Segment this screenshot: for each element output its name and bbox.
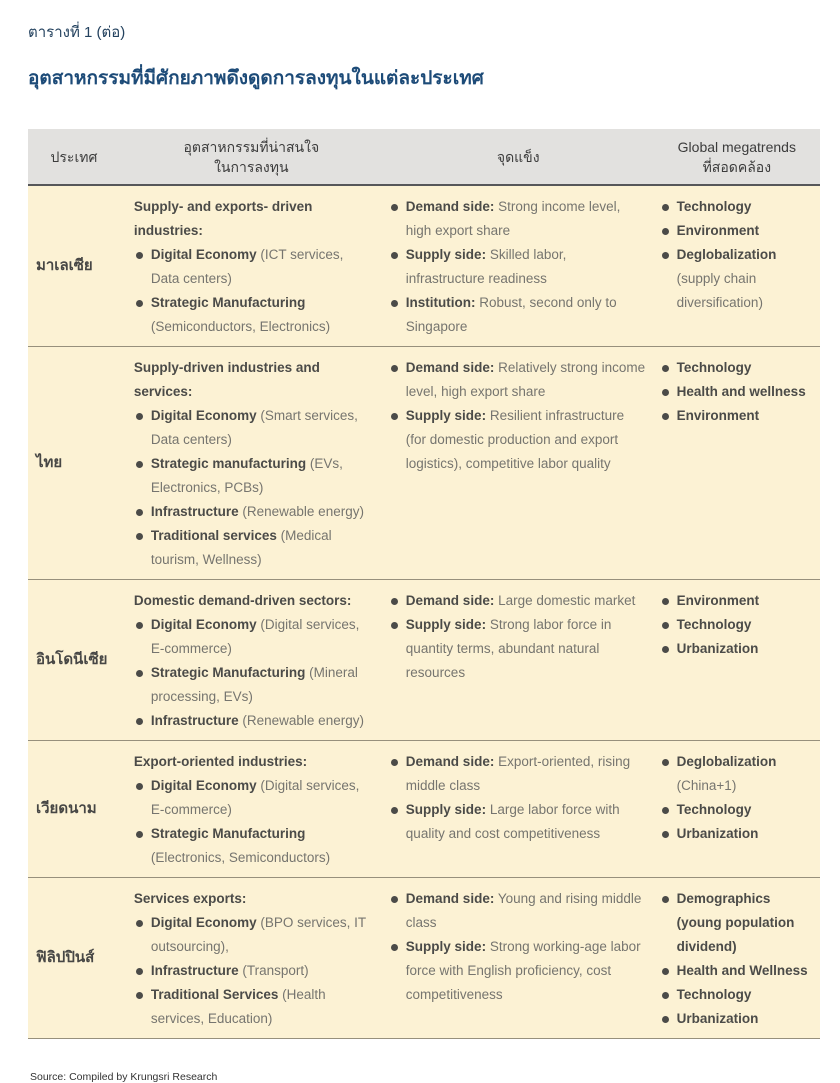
- item-label: Urbanization: [676, 1011, 759, 1026]
- list-item: [660, 637, 816, 661]
- megatrends-cell: [654, 741, 820, 877]
- industries-cell: [120, 347, 383, 579]
- item-detail: Robust, second only to Singapore: [405, 295, 617, 334]
- list-item: [389, 195, 646, 243]
- megatrends-cell: [654, 347, 820, 579]
- bullet-icon: [136, 461, 143, 468]
- list-item: [660, 589, 816, 613]
- item-label: Health and Wellness: [676, 963, 808, 978]
- table-row: [28, 741, 820, 878]
- strengths-cell: [383, 347, 654, 579]
- list-item: [389, 404, 646, 476]
- bullet-icon: [662, 968, 669, 975]
- list-item: [660, 219, 816, 243]
- list-item: [134, 774, 373, 822]
- country-name: เวียดนาม: [36, 800, 97, 817]
- list-item: [389, 589, 646, 613]
- item-detail: Skilled labor, infrastructure readiness: [405, 247, 567, 286]
- col-header-line: ในการลงทุน: [214, 158, 289, 175]
- bullet-icon: [391, 944, 398, 951]
- list-item: [660, 243, 816, 315]
- bullet-icon: [662, 598, 669, 605]
- item-detail: (Electronics, Semiconductors): [150, 850, 331, 865]
- megatrends-cell: [654, 580, 820, 740]
- item-label: Traditional services: [150, 528, 277, 543]
- table-row: [28, 580, 820, 741]
- strengths-cell: [383, 741, 654, 877]
- list-item: [134, 661, 373, 709]
- bullet-icon: [136, 252, 143, 259]
- country-name: ไทย: [36, 454, 63, 471]
- country-name: อินโดนีเซีย: [36, 651, 108, 668]
- megatrends-list: [660, 195, 816, 315]
- industries-cell: [120, 580, 383, 740]
- bullet-icon: [136, 992, 143, 999]
- strengths-list: [389, 195, 646, 339]
- industries-intro: Domestic demand-driven sectors:: [133, 593, 352, 608]
- list-item: [134, 404, 373, 452]
- item-label: Demographics (young population dividend): [676, 891, 795, 954]
- item-detail: (Semiconductors, Electronics): [150, 319, 331, 334]
- col-header-country: [28, 143, 120, 171]
- list-item: [389, 291, 646, 339]
- col-header-industries: [120, 133, 383, 181]
- bullet-icon: [136, 413, 143, 420]
- item-detail: (Medical tourism, Wellness): [150, 528, 332, 567]
- industries-intro: Export-oriented industries:: [133, 754, 308, 769]
- item-label: Technology: [676, 617, 752, 632]
- item-label: Supply side:: [405, 408, 487, 423]
- item-label: Strategic Manufacturing: [150, 665, 306, 680]
- bullet-icon: [136, 783, 143, 790]
- item-detail: (EVs, Electronics, PCBs): [150, 456, 343, 495]
- table-row: [28, 186, 820, 347]
- item-detail: Large labor force with quality and cost competitiveness: [405, 802, 620, 841]
- item-label: Urbanization: [676, 641, 759, 656]
- strengths-cell: [383, 580, 654, 740]
- item-label: Environment: [676, 223, 760, 238]
- item-detail: (Health services, Education): [150, 987, 326, 1026]
- bullet-icon: [136, 831, 143, 838]
- list-item: [134, 243, 373, 291]
- item-label: Digital Economy: [150, 247, 257, 262]
- list-item: [660, 356, 816, 380]
- item-label: Digital Economy: [150, 915, 257, 930]
- megatrends-list: [660, 887, 816, 1031]
- bullet-icon: [136, 622, 143, 629]
- table-body: [28, 186, 820, 1039]
- industries-list: [134, 243, 373, 339]
- item-label: Environment: [676, 593, 760, 608]
- item-detail: (Renewable energy): [238, 504, 364, 519]
- list-item: [389, 887, 646, 935]
- list-item: [134, 983, 373, 1031]
- bullet-icon: [391, 759, 398, 766]
- strengths-cell: [383, 878, 654, 1038]
- item-label: Urbanization: [676, 826, 759, 841]
- item-detail: Relatively strong income level, high export share: [405, 360, 646, 399]
- strengths-cell: [383, 186, 654, 346]
- bullet-icon: [391, 598, 398, 605]
- page-title: อุตสาหกรรมที่มีศักยภาพดึงดูดการลงทุนในแต่ละประเทศ: [28, 68, 484, 89]
- list-item: [660, 798, 816, 822]
- item-label: Institution:: [405, 295, 476, 310]
- bullet-icon: [391, 622, 398, 629]
- bullet-icon: [662, 1016, 669, 1023]
- item-detail: Large domestic market: [494, 593, 636, 608]
- list-item: [134, 709, 373, 733]
- megatrends-cell: [654, 878, 820, 1038]
- item-label: Supply side:: [405, 939, 487, 954]
- item-detail: Strong labor force in quantity terms, abundant natural resources: [405, 617, 612, 680]
- item-detail: (Digital services, E-commerce): [150, 617, 360, 656]
- item-label: Demand side:: [405, 754, 495, 769]
- bullet-icon: [662, 992, 669, 999]
- item-label: Infrastructure: [150, 713, 239, 728]
- item-label: Health and wellness: [676, 384, 806, 399]
- bullet-icon: [662, 252, 669, 259]
- item-label: Infrastructure: [150, 504, 239, 519]
- list-item: [134, 613, 373, 661]
- list-item: [134, 822, 373, 870]
- list-item: [134, 452, 373, 500]
- item-detail: Export-oriented, rising middle class: [405, 754, 631, 793]
- item-detail: (Smart services, Data centers): [150, 408, 358, 447]
- item-label: Supply side:: [405, 802, 487, 817]
- item-detail: (China+1): [676, 778, 737, 793]
- col-header-line: Global megatrends: [677, 138, 796, 155]
- bullet-icon: [662, 413, 669, 420]
- country-name: มาเลเซีย: [36, 257, 93, 274]
- megatrends-list: [660, 589, 816, 661]
- item-label: Strategic Manufacturing: [150, 826, 306, 841]
- bullet-icon: [136, 670, 143, 677]
- list-item: [389, 750, 646, 798]
- bullet-icon: [662, 622, 669, 629]
- bullet-icon: [136, 533, 143, 540]
- table-header-row: [28, 129, 820, 186]
- industries-table: [28, 129, 820, 1039]
- list-item: [389, 356, 646, 404]
- industries-cell: [120, 878, 383, 1038]
- list-item: [660, 380, 816, 404]
- bullet-icon: [662, 896, 669, 903]
- col-header-line: ที่สอดคล้อง: [702, 158, 772, 175]
- item-label: Technology: [676, 987, 752, 1002]
- item-detail: (supply chain diversification): [676, 271, 763, 310]
- megatrends-cell: [654, 186, 820, 346]
- list-item: [134, 500, 373, 524]
- strengths-list: [389, 356, 646, 476]
- table-row: [28, 878, 820, 1039]
- industries-intro: Supply-driven industries and services:: [133, 360, 320, 399]
- list-item: [134, 959, 373, 983]
- bullet-icon: [136, 920, 143, 927]
- item-detail: Resilient infrastructure (for domestic production and export logistics), competitive labor quality: [405, 408, 625, 471]
- industries-cell: [120, 186, 383, 346]
- col-header-line: ประเทศ: [50, 148, 98, 165]
- list-item: [660, 983, 816, 1007]
- item-detail: (Digital services, E-commerce): [150, 778, 360, 817]
- industries-list: [134, 774, 373, 870]
- bullet-icon: [391, 365, 398, 372]
- bullet-icon: [662, 204, 669, 211]
- item-label: Environment: [676, 408, 760, 423]
- item-label: Supply side:: [405, 247, 487, 262]
- industries-list: [134, 911, 373, 1031]
- item-label: Deglobalization: [676, 754, 777, 769]
- country-cell: [28, 347, 120, 579]
- col-header-strengths: [383, 143, 654, 171]
- item-label: Technology: [676, 802, 752, 817]
- item-detail: (Renewable energy): [238, 713, 364, 728]
- bullet-icon: [136, 968, 143, 975]
- bullet-icon: [662, 365, 669, 372]
- country-name: ฟิลิปปินส์: [36, 949, 95, 966]
- megatrends-list: [660, 750, 816, 846]
- list-item: [660, 822, 816, 846]
- strengths-list: [389, 887, 646, 1007]
- bullet-icon: [391, 807, 398, 814]
- item-label: Demand side:: [405, 891, 495, 906]
- list-item: [389, 935, 646, 1007]
- bullet-icon: [391, 896, 398, 903]
- megatrends-list: [660, 356, 816, 428]
- list-item: [660, 959, 816, 983]
- bullet-icon: [662, 807, 669, 814]
- table-label: ตารางที่ 1 (ต่อ): [28, 24, 126, 41]
- country-cell: [28, 741, 120, 877]
- bullet-icon: [662, 759, 669, 766]
- list-item: [389, 798, 646, 846]
- table-row: [28, 347, 820, 580]
- col-header-megatrends: [654, 133, 820, 181]
- item-label: Supply side:: [405, 617, 487, 632]
- bullet-icon: [136, 718, 143, 725]
- item-detail: Strong working-age labor force with English proficiency, cost competitiveness: [405, 939, 641, 1002]
- col-header-line: จุดแข็ง: [496, 148, 540, 165]
- bullet-icon: [391, 204, 398, 211]
- item-detail: Young and rising middle class: [405, 891, 642, 930]
- bullet-icon: [391, 300, 398, 307]
- industries-list: [134, 404, 373, 572]
- item-label: Technology: [676, 360, 752, 375]
- industries-intro: Services exports:: [133, 891, 247, 906]
- item-label: Digital Economy: [150, 408, 257, 423]
- item-label: Demand side:: [405, 593, 495, 608]
- bullet-icon: [136, 509, 143, 516]
- item-detail: (Transport): [238, 963, 309, 978]
- item-label: Strategic Manufacturing: [150, 295, 306, 310]
- list-item: [660, 613, 816, 637]
- col-header-line: อุตสาหกรรมที่น่าสนใจ: [183, 138, 320, 155]
- list-item: [134, 911, 373, 959]
- item-label: Digital Economy: [150, 617, 257, 632]
- bullet-icon: [391, 252, 398, 259]
- item-label: Demand side:: [405, 360, 495, 375]
- list-item: [660, 887, 816, 959]
- list-item: [134, 524, 373, 572]
- bullet-icon: [662, 646, 669, 653]
- list-item: [134, 291, 373, 339]
- item-label: Demand side:: [405, 199, 495, 214]
- item-label: Strategic manufacturing: [150, 456, 307, 471]
- industries-list: [134, 613, 373, 733]
- industries-intro: Supply- and exports- driven industries:: [133, 199, 313, 238]
- item-detail: (BPO services, IT outsourcing),: [150, 915, 366, 954]
- country-cell: [28, 878, 120, 1038]
- list-item: [389, 613, 646, 685]
- item-label: Technology: [676, 199, 752, 214]
- item-label: Infrastructure: [150, 963, 239, 978]
- strengths-list: [389, 589, 646, 685]
- item-label: Deglobalization: [676, 247, 777, 262]
- industries-cell: [120, 741, 383, 877]
- item-label: Digital Economy: [150, 778, 257, 793]
- item-detail: (Mineral processing, EVs): [150, 665, 358, 704]
- bullet-icon: [391, 413, 398, 420]
- list-item: [660, 404, 816, 428]
- list-item: [660, 1007, 816, 1031]
- source-note: Source: Compiled by Krungsri Research: [30, 1071, 218, 1083]
- item-detail: Strong income level, high export share: [405, 199, 621, 238]
- bullet-icon: [662, 831, 669, 838]
- bullet-icon: [662, 228, 669, 235]
- bullet-icon: [662, 389, 669, 396]
- strengths-list: [389, 750, 646, 846]
- list-item: [660, 195, 816, 219]
- country-cell: [28, 186, 120, 346]
- list-item: [660, 750, 816, 798]
- country-cell: [28, 580, 120, 740]
- bullet-icon: [136, 300, 143, 307]
- item-detail: (ICT services, Data centers): [150, 247, 344, 286]
- item-label: Traditional Services: [150, 987, 279, 1002]
- list-item: [389, 243, 646, 291]
